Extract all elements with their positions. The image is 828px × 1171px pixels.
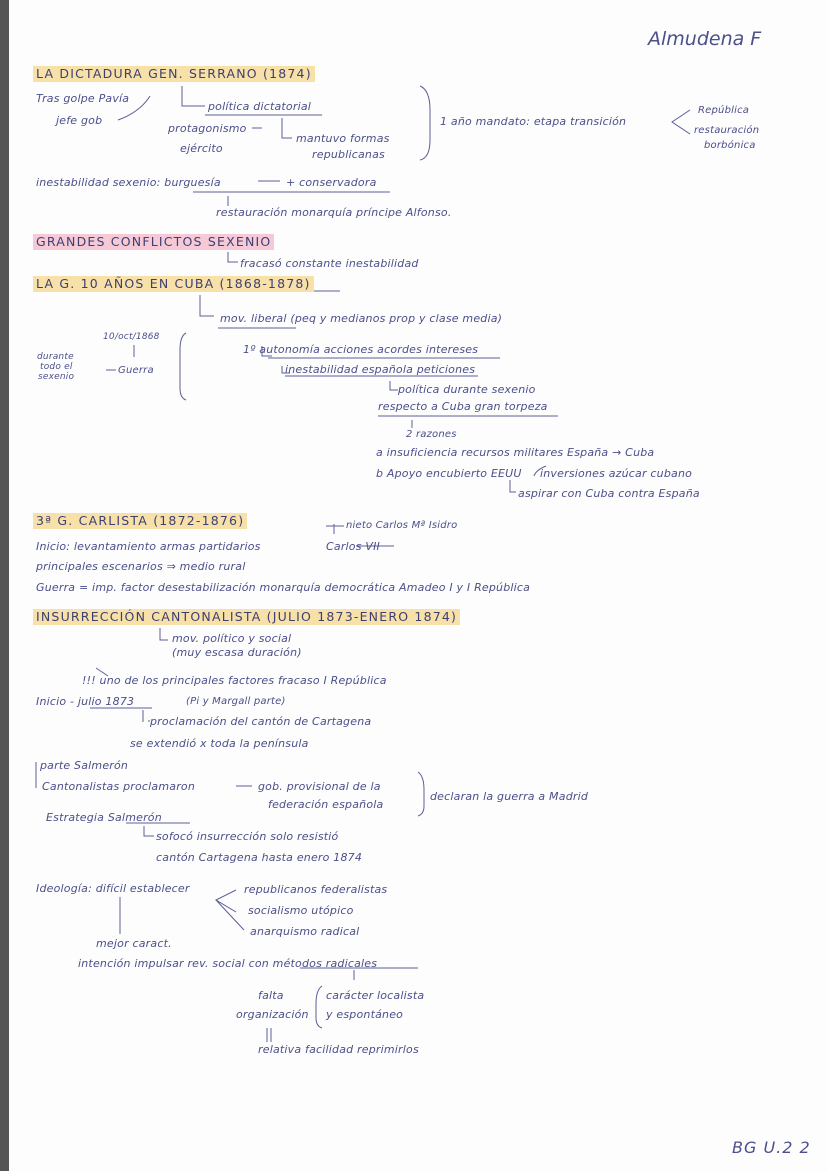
note-ideologia: Ideología: difícil establecer [36, 882, 190, 895]
note-canton-cartagena: cantón Cartagena hasta enero 1874 [156, 851, 363, 864]
note-mov-liberal: mov. liberal (peq y medianos prop y clase media) [220, 312, 503, 325]
note-republicanos-federalistas: republicanos federalistas [244, 883, 388, 896]
note-principales-escenarios: principales escenarios ⇒ medio rural [36, 560, 246, 573]
note-falta: falta [258, 989, 284, 1002]
note-ejercito: ejército [180, 142, 223, 155]
note-inestabilidad-sexenio: inestabilidad sexenio: burguesía [36, 176, 221, 189]
note-relativa-facilidad: relativa facilidad reprimirlos [258, 1043, 419, 1056]
note-guerra-factor: Guerra = imp. factor desestabilización monarquía democrática Amadeo I y I República [36, 581, 531, 594]
note-socialismo-utopico: socialismo utópico [248, 904, 354, 917]
note-se-extendio: se extendió x toda la península [130, 737, 309, 750]
note-sofoco-insurreccion: sofocó insurrección solo resistió [156, 830, 339, 843]
note-federacion-espanola: federación española [268, 798, 384, 811]
heading-dictadura-serrano: LA DICTADURA GEN. SERRANO (1874) [33, 66, 315, 82]
note-restauracion-monarquia: restauración monarquía príncipe Alfonso. [216, 206, 452, 219]
note-declaran-guerra: declaran la guerra a Madrid [430, 790, 589, 803]
note-mantuvo-formas: mantuvo formas [296, 132, 390, 145]
note-durante: durante [37, 352, 74, 362]
note-mov-politico-social: mov. político y social [172, 632, 292, 645]
note-dos-razones: 2 razones [406, 429, 457, 440]
note-respecto-cuba: respecto a Cuba gran torpeza [378, 400, 548, 413]
author-signature: Almudena F [648, 28, 762, 50]
note-organizacion: organización [236, 1008, 309, 1021]
heading-tercera-carlista: 3ª G. CARLISTA (1872-1876) [33, 513, 247, 529]
note-estrategia-salmeron: Estrategia Salmerón [46, 811, 162, 824]
note-proclamacion-canton: proclamación del cantón de Cartagena [150, 715, 372, 728]
note-pi-margall: (Pi y Margall parte) [186, 696, 286, 707]
note-gob-provisional: gob. provisional de la [258, 780, 381, 793]
note-anarquismo-radical: anarquismo radical [250, 925, 360, 938]
note-conservadora: + conservadora [286, 176, 377, 189]
note-factores-fracaso: !!! uno de los principales factores fracaso I República [82, 674, 387, 687]
heading-guerra-cuba: LA G. 10 AÑOS EN CUBA (1868-1878) [33, 276, 314, 292]
note-un-anio-mandato: 1 año mandato: etapa transición [440, 115, 627, 128]
note-mejor-caract: mejor caract. [96, 937, 172, 950]
note-inicio-julio: Inicio - julio 1873 [36, 695, 135, 708]
note-autonomia: 1º autonomía acciones acordes intereses [243, 343, 479, 356]
note-razon-a: a insuficiencia recursos militares España → Cuba [376, 446, 655, 459]
note-caracter-localista: carácter localista [326, 989, 425, 1002]
note-todo-el: todo el [40, 362, 73, 372]
note-borbonica: borbónica [704, 140, 756, 151]
note-politica-sexenio: política durante sexenio [398, 383, 536, 396]
note-fecha-1868: 10/oct/1868 [103, 332, 160, 342]
note-escasa-duracion: (muy escasa duración) [172, 646, 302, 659]
note-jefe-gob: jefe gob [56, 114, 103, 127]
note-inversiones-azucar: inversiones azúcar cubano [540, 467, 693, 480]
note-intencion-impulsar: intención impulsar rev. social con métodos radicales [78, 957, 378, 970]
heading-insurreccion-cantonalista: INSURRECCIÓN CANTONALISTA (JULIO 1873-ENERO 1874) [33, 609, 460, 625]
note-razon-b: b Apoyo encubierto EEUU [376, 467, 522, 480]
note-protagonismo: protagonismo [168, 122, 247, 135]
note-guerra: Guerra [118, 365, 154, 376]
note-espontaneo: y espontáneo [326, 1008, 404, 1021]
note-cantonalistas-proclamaron: Cantonalistas proclamaron [42, 780, 196, 793]
note-fracaso-inestabilidad: fracasó constante inestabilidad [240, 257, 419, 270]
note-restauracion: restauración [694, 125, 760, 136]
heading-grandes-conflictos: GRANDES CONFLICTOS SEXENIO [33, 234, 274, 250]
note-inestabilidad-peticiones: inestabilidad española peticiones [285, 363, 476, 376]
note-politica-dictatorial: política dictatorial [208, 100, 312, 113]
note-republica: República [698, 105, 750, 116]
page-footer: BG U.2 2 [732, 1138, 811, 1157]
note-carlos-vii: Carlos VII [326, 540, 380, 553]
note-parte-salmeron: parte Salmerón [40, 759, 129, 772]
note-nieto-carlos: nieto Carlos Mª Isidro [346, 520, 458, 531]
note-tras-golpe: Tras golpe Pavía [36, 92, 130, 105]
note-sexenio: sexenio [38, 372, 75, 382]
note-republicanas: republicanas [312, 148, 385, 161]
note-inicio-levantamiento: Inicio: levantamiento armas partidarios [36, 540, 261, 553]
note-aspirar-cuba: aspirar con Cuba contra España [518, 487, 700, 500]
